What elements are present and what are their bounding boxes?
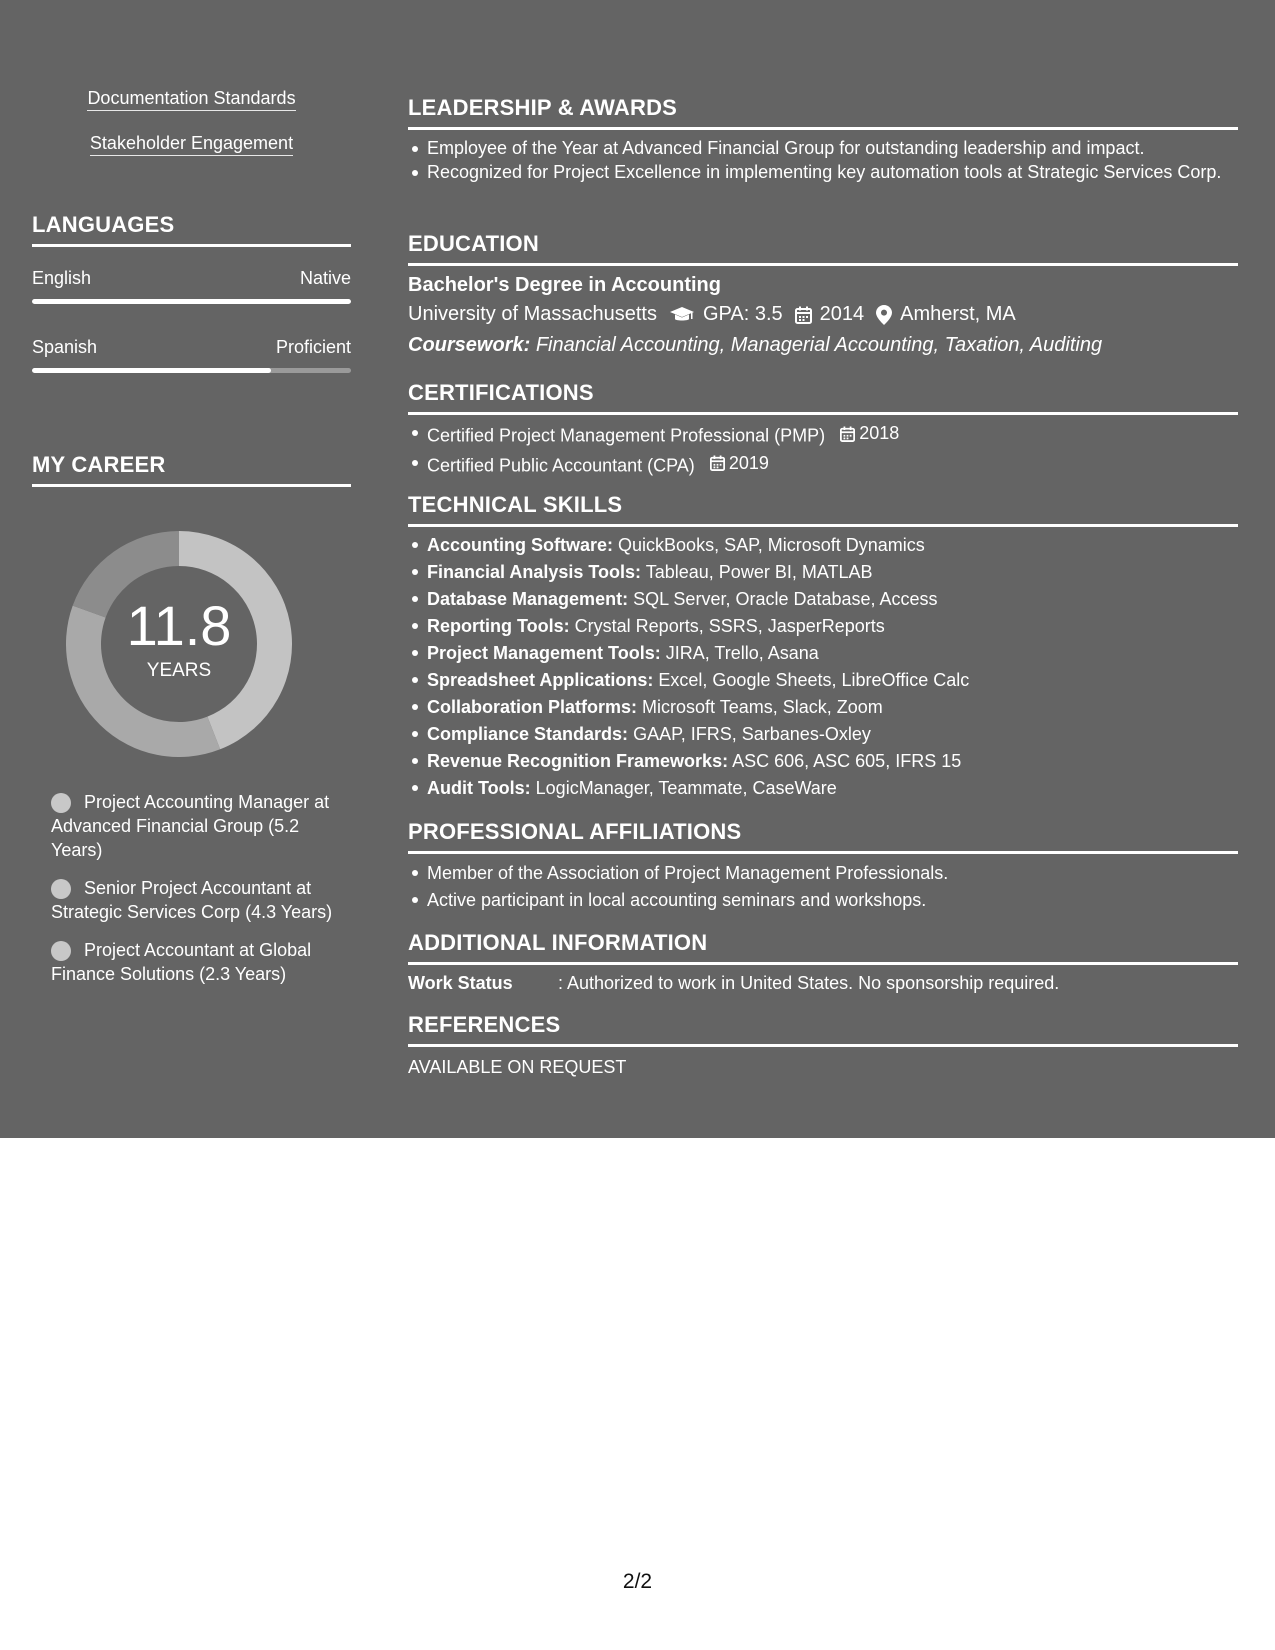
language-name: English — [32, 268, 92, 288]
language-bar-spanish — [32, 368, 351, 373]
graduation-cap-icon — [669, 306, 695, 324]
leadership-heading: LEADERSHIP & AWARDS — [408, 95, 1238, 130]
references-text: AVAILABLE ON REQUEST — [408, 1057, 627, 1077]
school-location: Amherst, MA — [900, 303, 1016, 325]
list-item: Member of the Association of Project Management Professionals. — [427, 860, 1238, 887]
coursework-value: Financial Accounting, Managerial Accounting, Taxation, Auditing — [535, 334, 1103, 356]
affiliations-heading: PROFESSIONAL AFFILIATIONS — [408, 819, 1238, 854]
skill-link-documentation[interactable]: Documentation Standards — [32, 88, 351, 109]
education-details — [408, 303, 1016, 326]
location-pin-icon — [876, 305, 892, 325]
leadership-list — [408, 136, 1238, 184]
list-item: Financial Analysis Tools: Tableau, Power BI, MATLAB — [427, 559, 1238, 586]
list-item: Accounting Software: QuickBooks, SAP, Microsoft Dynamics — [427, 532, 1238, 559]
affiliations-list — [408, 860, 1238, 914]
certifications-heading: CERTIFICATIONS — [408, 380, 1238, 415]
career-heading: MY CAREER — [32, 452, 351, 487]
career-list — [51, 790, 341, 1000]
additional-info-heading: ADDITIONAL INFORMATION — [408, 930, 1238, 965]
technical-skills-list — [408, 532, 1238, 802]
language-row-english — [32, 268, 351, 289]
work-status-label: Work Status — [408, 973, 513, 993]
calendar-icon — [710, 455, 725, 471]
degree-title: Bachelor's Degree in Accounting — [408, 274, 721, 296]
list-item: Audit Tools: LogicManager, Teammate, CaseWare — [427, 775, 1238, 802]
career-item: Project Accounting Manager at Advanced Financial Group (5.2 Years) — [51, 792, 330, 860]
calendar-icon — [795, 306, 812, 324]
list-item: Employee of the Year at Advanced Financial Group for outstanding leadership and impact. — [427, 136, 1238, 160]
gpa-value: GPA: 3.5 — [702, 303, 783, 325]
career-legend-dot — [51, 879, 71, 899]
certification-name: Certified Project Management Professional (PMP) — [427, 425, 826, 446]
career-donut-chart — [66, 531, 292, 757]
list-item: Project Management Tools: JIRA, Trello, Asana — [427, 640, 1238, 667]
list-item: Collaboration Platforms: Microsoft Teams, Slack, Zoom — [427, 694, 1238, 721]
list-item: Active participant in local accounting seminars and workshops. — [427, 887, 1238, 914]
calendar-icon — [840, 426, 855, 442]
graduation-year: 2014 — [819, 303, 865, 325]
list-item — [427, 450, 1238, 480]
work-status — [408, 973, 1059, 994]
certification-year: 2019 — [728, 452, 769, 473]
language-level: Proficient — [275, 337, 351, 357]
list-item: Spreadsheet Applications: Excel, Google Sheets, LibreOffice Calc — [427, 667, 1238, 694]
list-item: Reporting Tools: Crystal Reports, SSRS, JasperReports — [427, 613, 1238, 640]
career-total-years: 11.8 — [126, 594, 232, 657]
coursework — [408, 334, 1102, 357]
certifications-list — [408, 420, 1238, 479]
list-item: Compliance Standards: GAAP, IFRS, Sarbanes-Oxley — [427, 721, 1238, 748]
work-status-value: : Authorized to work in United States. No sponsorship required. — [558, 973, 1060, 993]
career-item: Project Accountant at Global Finance Solutions (2.3 Years) — [51, 940, 312, 984]
page-number: 2/2 — [622, 1570, 653, 1593]
technical-skills-heading: TECHNICAL SKILLS — [408, 492, 1238, 527]
languages-heading: LANGUAGES — [32, 212, 351, 247]
references-heading: REFERENCES — [408, 1012, 1238, 1047]
career-legend-dot — [51, 941, 71, 961]
education-heading: EDUCATION — [408, 231, 1238, 266]
career-item: Senior Project Accountant at Strategic Services Corp (4.3 Years) — [51, 878, 333, 922]
school-name: University of Massachusetts — [408, 303, 657, 325]
list-item: Revenue Recognition Frameworks: ASC 606, ASC 605, IFRS 15 — [427, 748, 1238, 775]
certification-year: 2018 — [859, 423, 900, 443]
list-item: Recognized for Project Excellence in implementing key automation tools at Strategic Services Corp. — [427, 160, 1238, 184]
language-row-spanish — [32, 337, 351, 358]
skill-link-stakeholder[interactable]: Stakeholder Engagement — [32, 133, 351, 154]
list-item — [427, 420, 1238, 450]
career-legend-dot — [51, 793, 71, 813]
language-bar-english — [32, 299, 351, 304]
coursework-label: Coursework: — [408, 334, 531, 356]
language-name: Spanish — [32, 337, 98, 357]
career-total-unit: YEARS — [146, 660, 212, 681]
certification-name: Certified Public Accountant (CPA) — [427, 455, 695, 475]
list-item: Database Management: SQL Server, Oracle Database, Access — [427, 586, 1238, 613]
language-level: Native — [299, 268, 351, 288]
